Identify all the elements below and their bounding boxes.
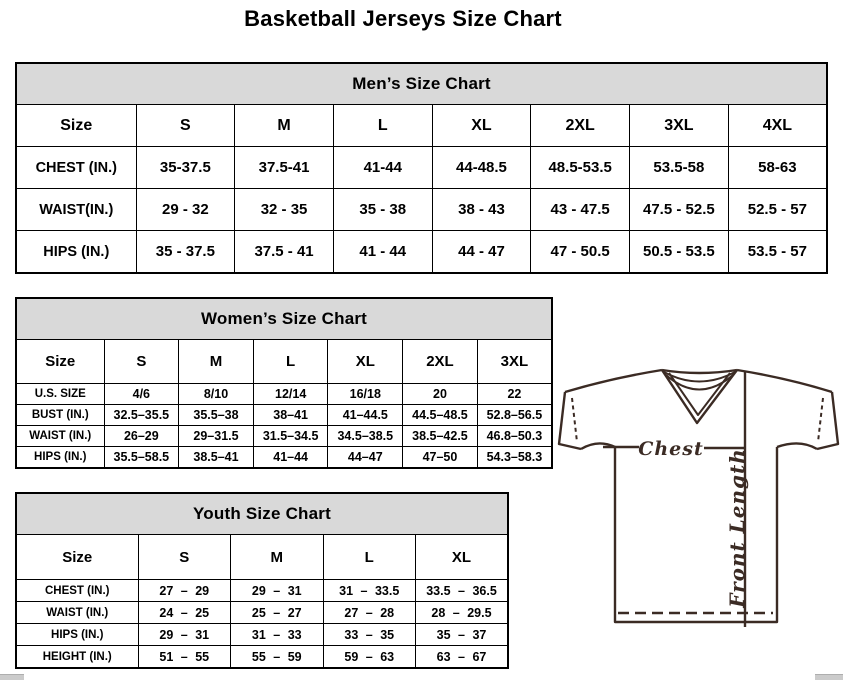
mens-size-cell: 32 - 35 [235, 189, 334, 231]
mens-size-cell: 58-63 [728, 147, 827, 189]
womens-size-cell: 52.8–56.5 [477, 405, 552, 426]
womens-column-header-2xl: 2XL [403, 340, 478, 384]
womens-size-cell: 38–41 [253, 405, 328, 426]
womens-table-row [16, 426, 552, 447]
womens-size-cell: 26–29 [104, 426, 179, 447]
mens-size-cell: 38 - 43 [432, 189, 531, 231]
womens-size-cell: 38.5–41 [179, 447, 254, 469]
womens-size-cell: 46.8–50.3 [477, 426, 552, 447]
womens-table-title: Women’s Size Chart [16, 298, 552, 340]
womens-column-header-s: S [104, 340, 179, 384]
mens-size-cell: 37.5 - 41 [235, 231, 334, 274]
womens-size-cell: 29–31.5 [179, 426, 254, 447]
mens-row-label: WAIST(IN.) [16, 189, 136, 231]
page-title: Basketball Jerseys Size Chart [244, 6, 562, 31]
womens-size-cell: 38.5–42.5 [403, 426, 478, 447]
mens-size-cell: 44 - 47 [432, 231, 531, 274]
womens-size-cell: 4/6 [104, 384, 179, 405]
mens-size-cell: 41 - 44 [333, 231, 432, 274]
womens-size-cell: 20 [403, 384, 478, 405]
womens-table-row [16, 447, 552, 469]
youth-table-row [16, 624, 508, 646]
mens-size-cell: 35 - 37.5 [136, 231, 235, 274]
mens-size-cell: 41-44 [333, 147, 432, 189]
youth-size-table [15, 492, 509, 669]
womens-table-row [16, 405, 552, 426]
womens-size-cell: 32.5–35.5 [104, 405, 179, 426]
youth-size-cell: 55 – 59 [231, 646, 324, 669]
mens-size-cell: 35-37.5 [136, 147, 235, 189]
youth-column-header-l: L [323, 535, 416, 580]
mens-column-header-m: M [235, 105, 334, 147]
mens-row-label: HIPS (IN.) [16, 231, 136, 274]
youth-row-label: WAIST (IN.) [16, 602, 138, 624]
youth-size-cell: 27 – 28 [323, 602, 416, 624]
youth-row-label: CHEST (IN.) [16, 580, 138, 602]
mens-column-header-l: L [333, 105, 432, 147]
youth-size-cell: 63 – 67 [416, 646, 509, 669]
youth-size-cell: 59 – 63 [323, 646, 416, 669]
mens-size-cell: 35 - 38 [333, 189, 432, 231]
youth-size-cell: 35 – 37 [416, 624, 509, 646]
youth-size-cell: 31 – 33.5 [323, 580, 416, 602]
mens-size-cell: 53.5 - 57 [728, 231, 827, 274]
womens-column-header-l: L [253, 340, 328, 384]
womens-size-cell: 16/18 [328, 384, 403, 405]
womens-column-header-3xl: 3XL [477, 340, 552, 384]
womens-row-label: HIPS (IN.) [16, 447, 104, 469]
youth-size-cell: 24 – 25 [138, 602, 231, 624]
youth-table-title: Youth Size Chart [16, 493, 508, 535]
mens-size-cell: 52.5 - 57 [728, 189, 827, 231]
womens-size-cell: 34.5–38.5 [328, 426, 403, 447]
mens-size-cell: 48.5-53.5 [531, 147, 630, 189]
womens-table-row [16, 384, 552, 405]
mens-size-cell: 43 - 47.5 [531, 189, 630, 231]
youth-size-cell: 27 – 29 [138, 580, 231, 602]
womens-size-cell: 47–50 [403, 447, 478, 469]
womens-size-cell: 8/10 [179, 384, 254, 405]
youth-size-cell: 29 – 31 [231, 580, 324, 602]
womens-row-label: BUST (IN.) [16, 405, 104, 426]
youth-row-label: HEIGHT (IN.) [16, 646, 138, 669]
youth-size-cell: 33.5 – 36.5 [416, 580, 509, 602]
womens-column-header-xl: XL [328, 340, 403, 384]
mens-size-cell: 37.5-41 [235, 147, 334, 189]
womens-size-cell: 41–44.5 [328, 405, 403, 426]
mens-size-table [15, 62, 828, 274]
jersey-measurement-diagram [552, 362, 843, 634]
mens-size-cell: 53.5-58 [630, 147, 729, 189]
womens-row-label: U.S. SIZE [16, 384, 104, 405]
youth-size-cell: 29 – 31 [138, 624, 231, 646]
youth-size-cell: 31 – 33 [231, 624, 324, 646]
front-length-label: Front Length [725, 448, 749, 608]
mens-size-cell: 29 - 32 [136, 189, 235, 231]
womens-size-cell: 44.5–48.5 [403, 405, 478, 426]
chest-label: Chest [638, 438, 704, 460]
youth-table-row [16, 646, 508, 669]
mens-size-cell: 44-48.5 [432, 147, 531, 189]
mens-row-label: CHEST (IN.) [16, 147, 136, 189]
womens-size-cell: 54.3–58.3 [477, 447, 552, 469]
youth-table-row [16, 580, 508, 602]
mens-column-header-xl: XL [432, 105, 531, 147]
youth-size-cell: 28 – 29.5 [416, 602, 509, 624]
youth-column-header-size: Size [16, 535, 138, 580]
mens-table-row [16, 231, 827, 274]
womens-size-cell: 35.5–38 [179, 405, 254, 426]
mens-column-header-s: S [136, 105, 235, 147]
mens-column-header-size: Size [16, 105, 136, 147]
mens-table-title: Men’s Size Chart [16, 63, 827, 105]
scrollbar-fragment-right[interactable] [815, 674, 843, 680]
mens-size-cell: 47.5 - 52.5 [630, 189, 729, 231]
youth-column-header-m: M [231, 535, 324, 580]
womens-row-label: WAIST (IN.) [16, 426, 104, 447]
youth-size-cell: 51 – 55 [138, 646, 231, 669]
womens-size-table [15, 297, 553, 469]
youth-size-cell: 33 – 35 [323, 624, 416, 646]
mens-column-header-3xl: 3XL [630, 105, 729, 147]
youth-column-header-xl: XL [416, 535, 509, 580]
mens-size-cell: 50.5 - 53.5 [630, 231, 729, 274]
mens-column-header-4xl: 4XL [728, 105, 827, 147]
womens-size-cell: 31.5–34.5 [253, 426, 328, 447]
youth-table-row [16, 602, 508, 624]
womens-size-cell: 41–44 [253, 447, 328, 469]
mens-table-row [16, 147, 827, 189]
jersey-icon [552, 362, 843, 634]
scrollbar-fragment-left[interactable] [0, 674, 24, 680]
womens-column-header-size: Size [16, 340, 104, 384]
mens-table-row [16, 189, 827, 231]
youth-row-label: HIPS (IN.) [16, 624, 138, 646]
youth-column-header-s: S [138, 535, 231, 580]
youth-size-cell: 25 – 27 [231, 602, 324, 624]
womens-size-cell: 12/14 [253, 384, 328, 405]
womens-size-cell: 44–47 [328, 447, 403, 469]
womens-column-header-m: M [179, 340, 254, 384]
mens-size-cell: 47 - 50.5 [531, 231, 630, 274]
mens-column-header-2xl: 2XL [531, 105, 630, 147]
womens-size-cell: 22 [477, 384, 552, 405]
womens-size-cell: 35.5–58.5 [104, 447, 179, 469]
